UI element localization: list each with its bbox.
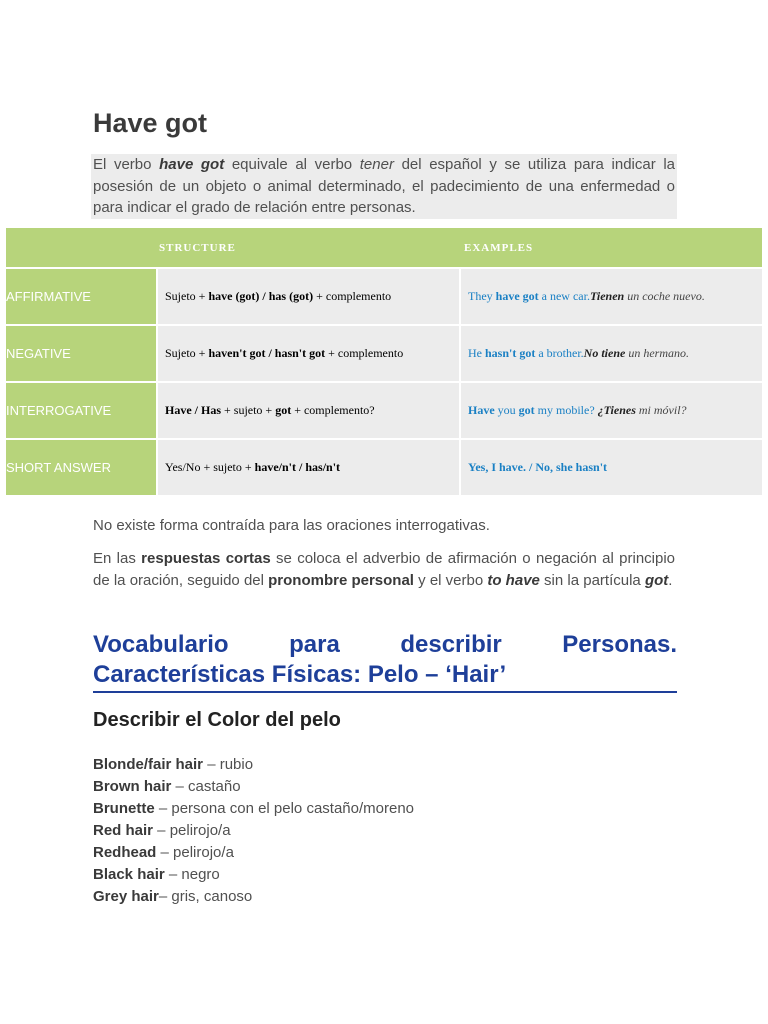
note-short-answers: En las respuestas cortas se coloca el adverbio de afirmación o negación al principio de la oración, seguido del pronombre personal y el verbo to have sin la partícula got. <box>93 550 676 589</box>
hair-color-heading: Describir el Color del pelo <box>93 709 341 731</box>
note-interrogative: No existe forma contraída para las oraciones interrogativas. <box>93 517 490 534</box>
example-cell: He hasn't got a brother.No tiene un hermano. <box>460 325 762 382</box>
structure-cell: Yes/No + sujeto + have/n't / has/n't <box>157 439 460 495</box>
structure-cell: Sujeto + have (got) / has (got) + complemento <box>157 268 460 325</box>
intro-paragraph: El verbo have got equivale al verbo tener del español y se utiliza para indicar la posesión de un objeto o animal determinado, el padecimiento de una enfermedad o para indicar el grado de relación entre personas. <box>91 154 677 219</box>
header-structure: STRUCTURE <box>157 228 460 268</box>
list-item: Brunette – persona con el pelo castaño/moreno <box>93 800 415 817</box>
table-row <box>6 382 762 439</box>
row-label-negative: NEGATIVE <box>6 325 157 382</box>
row-label-short-answer: SHORT ANSWER <box>6 439 157 495</box>
row-label-affirmative: AFFIRMATIVE <box>6 268 157 325</box>
row-label-interrogative: INTERROGATIVE <box>6 382 157 439</box>
example-cell: They have got a new car.Tienen un coche nuevo. <box>460 268 762 325</box>
example-cell: Have you got my mobile? ¿Tienes mi móvil? <box>460 382 762 439</box>
grammar-table <box>6 228 762 495</box>
list-item: Brown hair – castaño <box>93 778 241 795</box>
table-header-row <box>6 228 762 268</box>
list-item: Blonde/fair hair – rubio <box>93 756 254 773</box>
vocabulary-heading: Vocabulario para describir Personas. Características Físicas: Pelo – ‘Hair’ <box>93 630 677 693</box>
list-item: Black hair – negro <box>93 866 220 883</box>
table-row <box>6 439 762 495</box>
structure-cell: Have / Has + sujeto + got + complemento? <box>157 382 460 439</box>
example-cell: Yes, I have. / No, she hasn't <box>460 439 762 495</box>
hair-color-list <box>93 754 414 908</box>
structure-cell: Sujeto + haven't got / hasn't got + complemento <box>157 325 460 382</box>
table-row <box>6 325 762 382</box>
list-item: Grey hair– gris, canoso <box>93 888 253 905</box>
header-examples: EXAMPLES <box>460 228 762 268</box>
list-item: Red hair – pelirojo/a <box>93 822 231 839</box>
list-item: Redhead – pelirojo/a <box>93 844 234 861</box>
header-empty <box>6 228 157 268</box>
page-title: Have got <box>93 108 208 138</box>
table-row <box>6 268 762 325</box>
